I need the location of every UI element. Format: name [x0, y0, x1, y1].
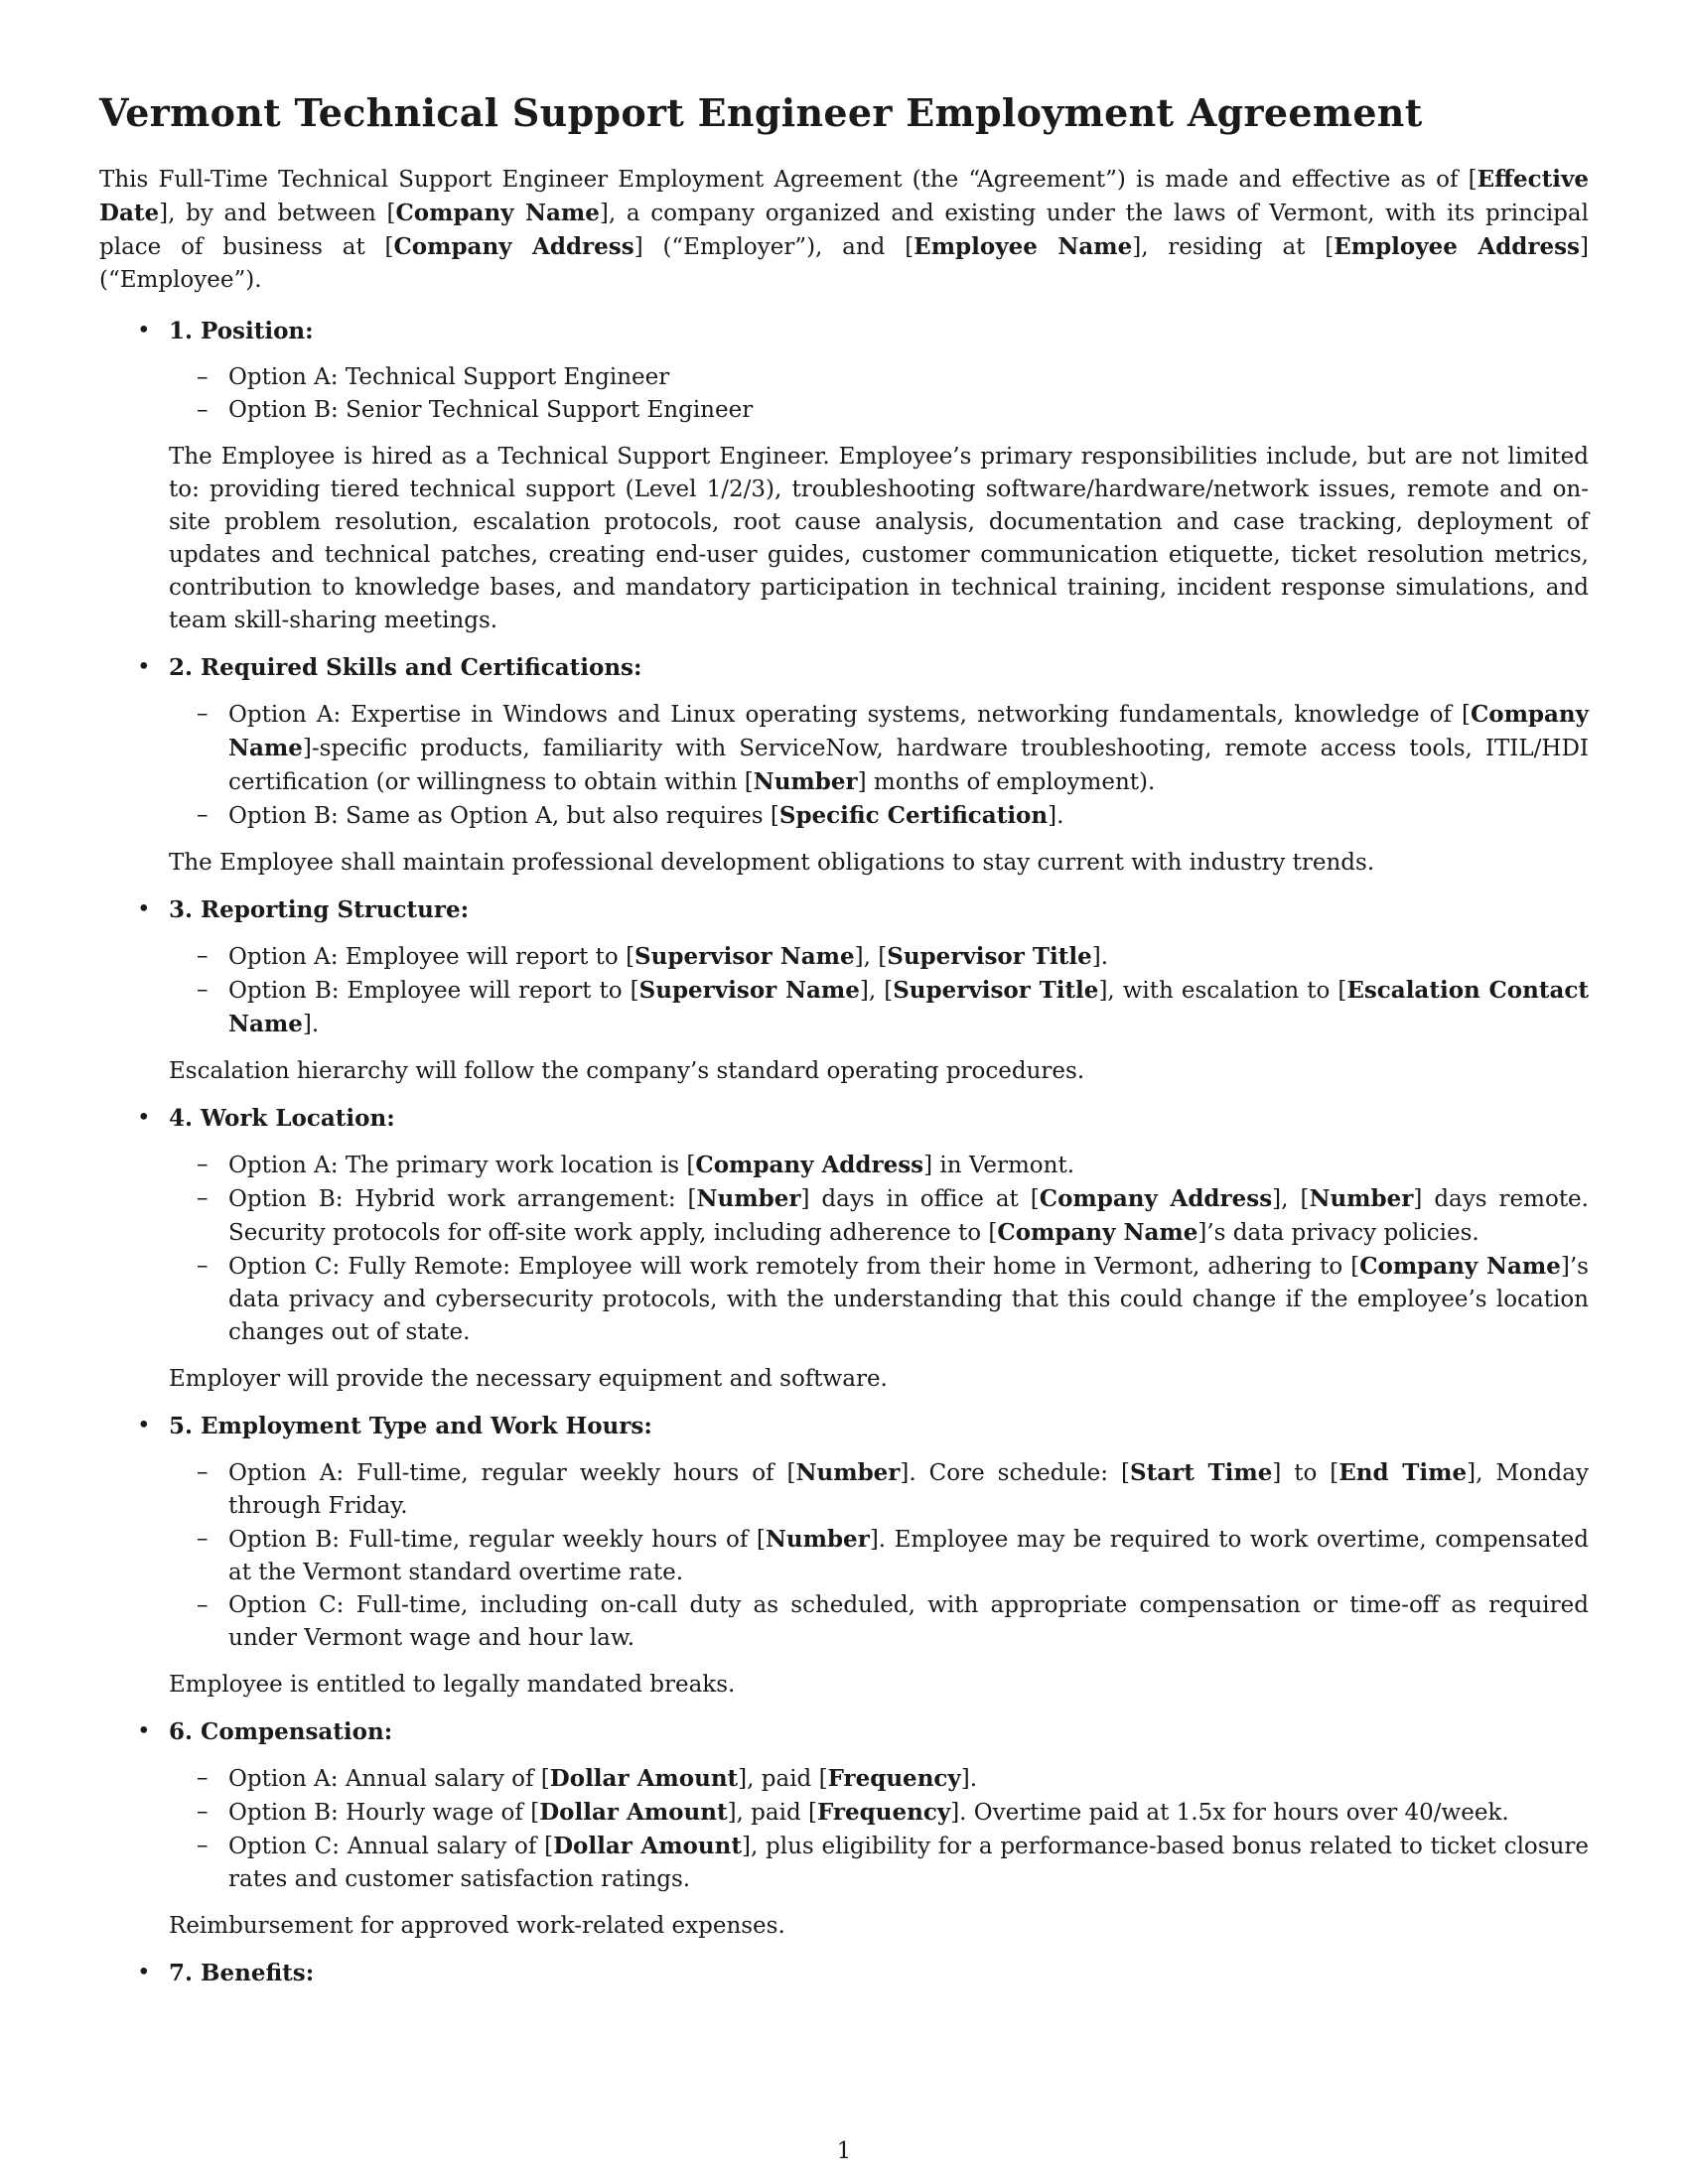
section-heading: 4. Work Location: [169, 1105, 395, 1132]
options-list [169, 361, 1589, 427]
option-item: – Option C: Annual salary of [Dollar Amount], plus eligibility for a performance-based bonus related to ticket closure rates and customer satisfaction ratings. [169, 1830, 1589, 1896]
placeholder-field: Start Time [1129, 1459, 1273, 1486]
option-item: – Option A: The primary work location is [Company Address] in Vermont. [169, 1149, 1589, 1182]
dash-icon: – [197, 1833, 209, 1858]
placeholder-field: Supervisor Name [634, 943, 855, 970]
options-list [169, 1762, 1589, 1896]
section-note: The Employee is hired as a Technical Support Engineer. Employee’s primary responsibilities include, but are not limited to: providing tiered technical support (Level 1/2/3), troubleshooting software/hardware/network issues, remote and on-site problem resolution, escalation protocols, root cause analysis, documentation and case tracking, deployment of updates and technical patches, creating end-user guides, customer communication etiquette, ticket resolution metrics, contribution to knowledge bases, and mandatory participation in technical training, incident response simulations, and team skill-sharing meetings. [169, 444, 1589, 633]
placeholder-field: Dollar Amount [539, 1799, 728, 1826]
dash-icon: – [197, 943, 209, 969]
options-list [169, 940, 1589, 1041]
bullet-icon: • [137, 1960, 151, 1985]
bullet-icon: • [137, 896, 151, 922]
option-item: – Option C: Fully Remote: Employee will work remotely from their home in Vermont, adhering to [Company Name]’s data privacy and cybersecurity protocols, with the understanding that this could change if the employee’s location changes out of state. [169, 1250, 1589, 1349]
bullet-icon: • [137, 1718, 151, 1744]
dash-icon: – [197, 364, 209, 390]
section-heading: 1. Position: [169, 318, 314, 344]
option-item: – Option B: Employee will report to [Supervisor Name], [Supervisor Title], with escalation to [Escalation Contact Name]. [169, 974, 1589, 1041]
section-item [99, 1957, 1589, 1989]
option-item: – Option B: Full-time, regular weekly hours of [Number]. Employee may be required to work overtime, compensated at the Vermont standard overtime rate. [169, 1523, 1589, 1589]
dash-icon: – [197, 1765, 209, 1791]
dash-icon: – [197, 1459, 209, 1485]
page-number: 1 [836, 2138, 852, 2164]
option-item: – Option A: Full-time, regular weekly hours of [Number]. Core schedule: [Start Time] to [End Time], Monday through Friday. [169, 1456, 1589, 1523]
section-heading: 6. Compensation: [169, 1718, 393, 1745]
section-note: Escalation hierarchy will follow the company’s standard operating procedures. [169, 1058, 1085, 1084]
section-item [99, 1102, 1589, 1396]
placeholder-field: Company Name [228, 701, 1589, 761]
option-item: – Option A: Expertise in Windows and Linux operating systems, networking fundamentals, knowledge of [Company Name]-specific products, familiarity with ServiceNow, hardware troubleshooting, remote access tools, ITIL/HDI certification (or willingness to obtain within [Number] months of employment). [169, 698, 1589, 799]
placeholder-field: Frequency [816, 1799, 951, 1826]
section-item [99, 893, 1589, 1088]
placeholder-field: Number [795, 1459, 901, 1486]
dash-icon: – [197, 1592, 209, 1618]
section-heading: 3. Reporting Structure: [169, 896, 470, 923]
placeholder-field: Number [753, 768, 858, 795]
placeholder-field: Dollar Amount [549, 1765, 739, 1792]
intro-paragraph: This Full-Time Technical Support Engineer Employment Agreement (the “Agreement”) is made and effective as of [Effective Date], by and between [Company Name], a company organized and existing under the laws of Vermont, with its principal place of business at [Company Address] (“Employer”), and [Employee Name], residing at [Employee Address] (“Employee”). [99, 166, 1589, 293]
option-item: – Option B: Hourly wage of [Dollar Amount], paid [Frequency]. Overtime paid at 1.5x for hours over 40/week. [169, 1796, 1589, 1830]
options-list [169, 1149, 1589, 1349]
section-heading: 7. Benefits: [169, 1960, 315, 1986]
section-item [99, 1410, 1589, 1702]
options-list [169, 698, 1589, 833]
dash-icon: – [197, 1253, 209, 1279]
placeholder-field: Number [696, 1185, 801, 1212]
section-note: Employer will provide the necessary equipment and software. [169, 1366, 888, 1392]
placeholder-field: Company Address [393, 233, 634, 260]
placeholder-field: End Time [1338, 1459, 1468, 1486]
placeholder-field: Supervisor Title [887, 943, 1092, 970]
section-item [99, 1715, 1589, 1943]
dash-icon: – [197, 1185, 209, 1211]
section-item [99, 651, 1589, 880]
placeholder-field: Number [1309, 1185, 1414, 1212]
placeholder-field: Company Name [1359, 1253, 1561, 1280]
placeholder-field: Effective Date [99, 166, 1589, 226]
dash-icon: – [197, 1152, 209, 1177]
section-note: Employee is entitled to legally mandated breaks. [169, 1672, 736, 1698]
placeholder-field: Company Address [695, 1152, 924, 1178]
placeholder-field: Company Name [395, 200, 600, 226]
dash-icon: – [197, 977, 209, 1003]
dash-icon: – [197, 701, 209, 727]
bullet-icon: • [137, 318, 151, 343]
placeholder-field: Company Address [1039, 1185, 1273, 1212]
option-item: – Option B: Senior Technical Support Engineer [169, 394, 1589, 427]
placeholder-field: Supervisor Name [638, 977, 860, 1004]
dash-icon: – [197, 1799, 209, 1825]
bullet-icon: • [137, 1413, 151, 1438]
placeholder-field: Number [765, 1526, 870, 1553]
section-heading: 2. Required Skills and Certifications: [169, 654, 642, 681]
dash-icon: – [197, 397, 209, 423]
section-note: Reimbursement for approved work-related expenses. [169, 1913, 785, 1939]
option-item: – Option C: Full-time, including on-call duty as scheduled, with appropriate compensation or time-off as required under Vermont wage and hour law. [169, 1589, 1589, 1655]
sections-list [99, 315, 1589, 1989]
section-heading: 5. Employment Type and Work Hours: [169, 1413, 652, 1439]
placeholder-field: Escalation Contact Name [228, 977, 1590, 1037]
dash-icon: – [197, 1526, 209, 1552]
placeholder-field: Specific Certification [778, 802, 1049, 829]
dash-icon: – [197, 802, 209, 828]
bullet-icon: • [137, 654, 151, 680]
placeholder-field: Company Name [997, 1219, 1198, 1246]
option-item: – Option A: Employee will report to [Supervisor Name], [Supervisor Title]. [169, 940, 1589, 974]
option-item: – Option A: Technical Support Engineer [169, 361, 1589, 394]
document-page [99, 89, 1589, 2003]
document-title: Vermont Technical Support Engineer Employment Agreement [99, 90, 1423, 135]
option-item: – Option B: Same as Option A, but also requires [Specific Certification]. [169, 799, 1589, 833]
bullet-icon: • [137, 1105, 151, 1131]
placeholder-field: Supervisor Title [893, 977, 1099, 1004]
placeholder-field: Dollar Amount [553, 1833, 742, 1859]
option-item: – Option A: Annual salary of [Dollar Amount], paid [Frequency]. [169, 1762, 1589, 1796]
options-list [169, 1456, 1589, 1655]
section-item [99, 315, 1589, 637]
section-note: The Employee shall maintain professional development obligations to stay current with industry trends. [169, 850, 1375, 876]
option-item: – Option B: Hybrid work arrangement: [Number] days in office at [Company Address], [Number] days remote. Security protocols for off-site work apply, including adherence to [Company Name]’s data privacy policies. [169, 1182, 1589, 1250]
placeholder-field: Employee Name [914, 233, 1133, 260]
placeholder-field: Employee Address [1334, 233, 1581, 260]
placeholder-field: Frequency [827, 1765, 961, 1792]
